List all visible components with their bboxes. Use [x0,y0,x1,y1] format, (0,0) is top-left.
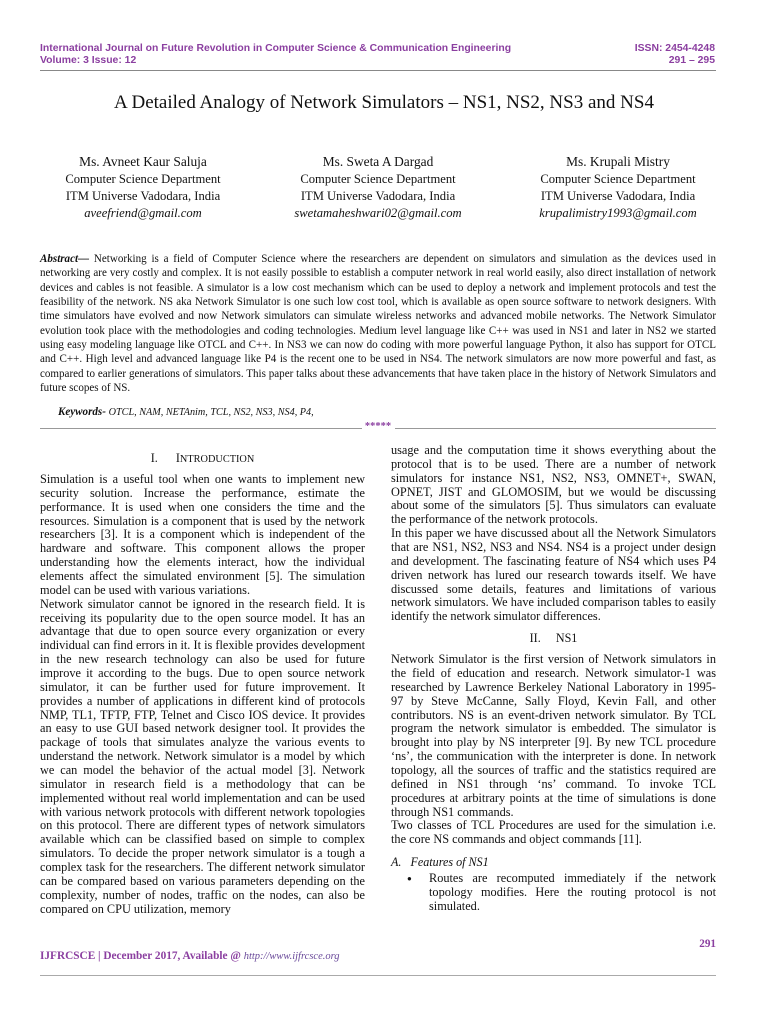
author-email: krupalimistry1993@gmail.com [539,206,697,221]
paragraph: Simulation is a useful tool when one wants to implement new security solution. Increase the performance, estimate the performance. It is used when one considers the time and the resources. Simulation is a component that is used by the network researchers [3]. It is a component which is independent of the hardware and software. This component allows the proper understanding how the elements interact, how the individual elements affect the simulated environment [5]. The simulation model can be used with various variations. [40,472,365,597]
section-number: II. [529,631,541,646]
page-number: 291 [699,938,716,950]
author-name: Ms. Sweta A Dargad [322,154,434,169]
author-email: swetamaheshwari02@gmail.com [294,206,462,221]
author-affiliation: ITM Universe Vadodara, India [65,189,221,204]
section-title-rest: NTRODUCTION [179,454,255,465]
abstract [40,252,716,395]
author-1 [28,152,258,223]
paragraph: Network simulator cannot be ignored in the research field. It is receiving its popularity due to the open source model. It has an advantage that due to open source every organization or every individual can find errors in it. It is flexible provides development in the new research technology can also be used for future improve it according to the bugs. Due to open source network simulator, it can be further used for future improvement. It provides a number of applications in different kind of protocols NMP, TL1, TFTP, FTP, Telnet and Cisco IOS device. It provides an easy to use GUI based network designer tool. It provides the package of tools that simulates analyze the various events to understand the network. Network simulator is a model by which we can model the behavior of the actual model [3]. Network simulator in research field is a methodology that can be implemented without real world implementation and can be used with various network protocols with different network topologies on this protocol. There are different types of network simulators available which can be classified based on simple to complex simulators. To decide the proper network simulator is a tough a complex task for the researchers. The different network simulator can be compared based on various parameters depending on the complexity, number of nodes, traffic on the nodes, can also be compared on CPU utilization, memory [40,596,365,916]
separator-stars: ***** [364,421,392,432]
author-dept: Computer Science Department [300,172,456,186]
footer-divider [40,975,716,976]
journal-pages: 291 – 295 [668,55,715,66]
paragraph: usage and the computation time it shows everything about the protocol that is to be used. There are a number of network simulators for instance NS1, NS2, NS3, OMNET+, SWAN, OPNET, JIST and GLOMOSIM, but we would be discussing about some of the simulators [5]. Thus simulators can evaluate the performance of the network protocols. [391,443,716,527]
author-dept: Computer Science Department [540,172,696,186]
author-name: Ms. Krupali Mistry [566,154,670,169]
journal-issn-block [560,43,715,67]
footer-text: IJFRCSCE | December 2017, Available @ [40,950,241,962]
right-column [391,444,716,914]
subsection-heading-features [391,856,716,870]
abstract-text: Networking is a field of Computer Science where the researchers are dependent on simulators and simulation as the devices used in networking are very costly and complex. It is not easily possible to establish a computer network in real world easily, also direct installation of network devices and cables is not feasible. A simulator is a low cost mechanism which can be used to deploy a network and implement protocols and test the feasibility of the network. NS aka Network Simulator is one such low cost tool, which is available as open source software to network designers. With time simulators have evolved and now Network simulators can simulate wireless networks and advanced mobile networks. The Network Simulator evolution took place with the methodologies and coding technologies. Medium level language like C++ was used in NS1 and later in NS2 we started using easy modeling language like OTCL and C++. In NS3 we can now do coding with more powerful language Python, it also has support for OTCL and C++. High level and advanced language like P4 is the recent one to be used in NS4. The network simulators are now more powerful and fast, as compared to earlier generations of simulators. This paper talks about these advancements that have taken place in the history of Network Simulators and future scopes of NS. [40,253,716,395]
paragraph: Network Simulator is the first version of Network simulators in the field of education and research. Network simulator-1 was researched by Lawrence Berkeley National Laboratory in 1995-97 by Steve McCanne, Sally Floyd, Kevin Fall, and other contributors. NS is an event-driven network simulator. By TCL program the network simulator is embedded. The simulator is brought into play by NS interpreter [9]. By new TCL procedure ‘ns’, the communication with the interpreter is done. In network topology, all the sources of traffic and the statistics required are defined in NS1 through ‘ns’ command. To invoke TCL procedures at arbitrary points at the time of simulations is done through NS1 commands. [391,652,716,819]
section-heading-introduction [40,451,365,467]
author-2 [263,152,493,223]
author-3 [503,152,733,223]
paper-title: A Detailed Analogy of Network Simulators – NS1, NS2, NS3 and NS4 [114,92,654,113]
keywords [58,405,718,420]
footer-url-link[interactable]: http://www.ijfrcsce.org [243,951,340,962]
author-name: Ms. Avneet Kaur Saluja [79,154,207,169]
keywords-label: Keywords- [58,406,106,418]
section-title: NS1 [555,631,578,646]
subsection-number: A. [391,855,402,870]
subsection-title: Features of NS1 [410,855,489,870]
author-dept: Computer Science Department [65,172,221,186]
left-column [40,451,365,917]
author-affiliation: ITM Universe Vadodara, India [300,189,456,204]
journal-volume: Volume: 3 Issue: 12 [40,55,137,66]
abstract-label: Abstract— [40,253,90,265]
paragraph: Two classes of TCL Procedures are used for the simulation i.e. the core NS commands and object commands [11]. [391,818,716,847]
feature-list [391,872,716,914]
keywords-text: OTCL, NAM, NETAnim, TCL, NS2, NS3, NS4, P4, [108,407,314,418]
author-affiliation: ITM Universe Vadodara, India [540,189,696,204]
separator-line-left [40,428,362,429]
journal-header [40,43,600,67]
author-email: aveefriend@gmail.com [84,206,202,221]
paragraph: In this paper we have discussed about all the Network Simulators that are NS1, NS2, NS3 and NS4. NS4 is a project under design and development. The fascinating feature of NS4 which uses P4 driven network has lured our research towards itself. We have discussed some details, features and limitations of various network simulators. We have included comparison tables to easily identify the network simulator differences. [391,526,716,624]
journal-name: International Journal on Future Revolution in Computer Science & Communication Engineering [40,43,512,54]
footer [40,950,340,962]
separator-line-right [395,428,716,429]
section-heading-ns1 [391,631,716,645]
header-divider [40,70,716,71]
journal-issn: ISSN: 2454-4248 [634,43,715,54]
list-item: ● Routes are recomputed immediately if the network topology modifies. Here the routing protocol is not simulated. [407,872,716,914]
section-title-first-letter: I [175,451,180,465]
section-number: I. [150,451,158,465]
